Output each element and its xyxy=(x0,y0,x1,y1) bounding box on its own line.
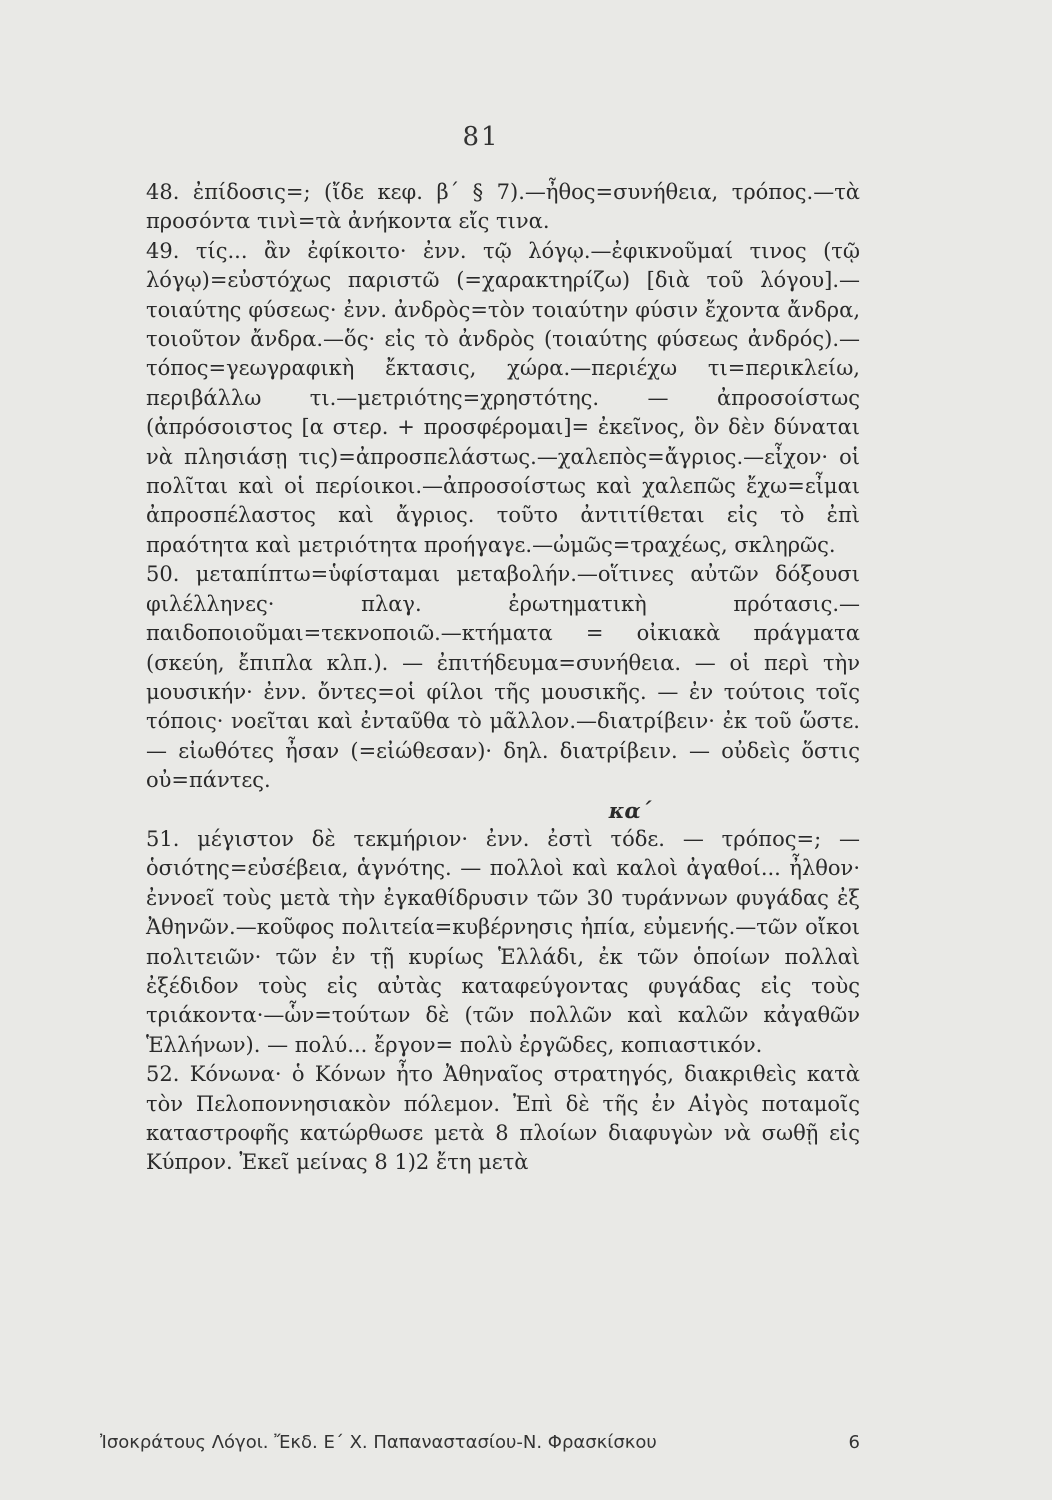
footer-publication: Ἰσοκράτους Λόγοι. Ἔκδ. Ε΄ Χ. Παπαναστασίου-Ν. Φρασκίσκου xyxy=(100,1432,657,1453)
commentary-text xyxy=(100,178,860,1178)
note-49: 49. τίς... ἂν ἐφίκοιτο· ἐνν. τῷ λόγῳ.—ἐφικνοῦμαί τινος (τῷ λόγῳ)=εὐστόχως παριστῶ (=χαρακτηρίζω) [διὰ τοῦ λόγου].—τοιαύτης φύσεως· ἐνν. ἀνδρὸς=τὸν τοιαύτην φύσιν ἔχοντα ἄνδρα, τοιοῦτον ἄνδρα.—ὅς· εἰς τὸ ἀνδρὸς (τοιαύτης φύσεως ἀνδρός).—τόπος=γεωγραφικὴ ἔκτασις, χώρα.—περιέχω τι=περικλείω, περιβάλλω τι.—μετριότης=χρηστότης. — ἀπροσοίστως (ἀπρόσοιστος [α στερ. + προσφέρομαι]= ἐκεῖνος, ὃν δὲν δύναται νὰ πλησιάσῃ τις)=ἀπροσπελάστως.—χαλεπὸς=ἄγριος.—εἶχον· οἱ πολῖται καὶ οἱ περίοικοι.—ἀπροσοίστως καὶ χαλεπῶς ἔχω=εἶμαι ἀπροσπέλαστος καὶ ἄγριος. τοῦτο ἀντιτίθεται εἰς τὸ ἐπὶ πραότητα καὶ μετριότητα προήγαγε.—ὠμῶς=τραχέως, σκληρῶς. xyxy=(146,238,860,557)
note-48: 48. ἐπίδοσις=; (ἴδε κεφ. β΄ § 7).—ἦθος=συνήθεια, τρόπος.—τὰ προσόντα τινὶ=τὰ ἀνήκοντα εἴς τινα. xyxy=(146,180,860,234)
page-number: 81 xyxy=(462,122,500,152)
section-marker: κα΄ xyxy=(608,797,652,823)
footer xyxy=(100,1432,860,1453)
note-52: 52. Κόνωνα· ὁ Κόνων ἦτο Ἀθηναῖος στρατηγός, διακριθεὶς κατὰ τὸν Πελοποννησιακὸν πόλεμον. Ἐπὶ δὲ τῆς ἐν Αἰγὸς ποταμοῖς καταστροφῆς κατώρθωσε μετὰ 8 πλοίων διαφυγὼν νὰ σωθῇ εἰς Κύπρον. Ἐκεῖ μείνας 8 1)2 ἔτη μετὰ xyxy=(146,1062,860,1175)
note-51: 51. μέγιστον δὲ τεκμήριον· ἐνν. ἐστὶ τόδε. — τρόπος=; — ὁσιότης=εὐσέβεια, ἁγνότης. — πολλοὶ καὶ καλοὶ ἀγαθοί... ἦλθον· ἐννοεῖ τοὺς μετὰ τὴν ἐγκαθίδρυσιν τῶν 30 τυράννων φυγάδας ἐξ Ἀθηνῶν.—κοῦφος πολιτεία=κυβέρνησις ἠπία, εὐμενής.—τῶν οἴκοι πολιτειῶν· τῶν ἐν τῇ κυρίως Ἑλλάδι, ἐκ τῶν ὁποίων πολλαὶ ἐξέδιδον τοὺς εἰς αὐτὰς καταφεύγοντας φυγάδας εἰς τοὺς τριάκοντα·—ὧν=τούτων δὲ (τῶν πολλῶν καὶ καλῶν κἀγαθῶν Ἑλλήνων). — πολύ... ἔργον= πολὺ ἐργῶδες, κοπιαστικόν. xyxy=(146,826,860,1057)
footer-signature: 6 xyxy=(848,1432,860,1453)
note-50: 50. μεταπίπτω=ὑφίσταμαι μεταβολήν.—οἵτινες αὐτῶν δόξουσι φιλέλληνες· πλαγ. ἐρωτηματικὴ πρότασις.—παιδοποιοῦμαι=τεκνοποιῶ.—κτήματα = οἰκιακὰ πράγματα (σκεύη, ἔπιπλα κλπ.). — ἐπιτήδευμα=συνήθεια. — οἱ περὶ τὴν μουσικήν· ἐνν. ὄντες=οἱ φίλοι τῆς μουσικῆς. — ἐν τούτοις τοῖς τόποις· νοεῖται καὶ ἐνταῦθα τὸ μᾶλλον.—διατρίβειν· ἐκ τοῦ ὥστε. — εἰωθότες ἦσαν (=εἰώθεσαν)· δηλ. διατρίβειν. — οὐδεὶς ὅστις οὐ=πάντες. xyxy=(146,562,860,793)
